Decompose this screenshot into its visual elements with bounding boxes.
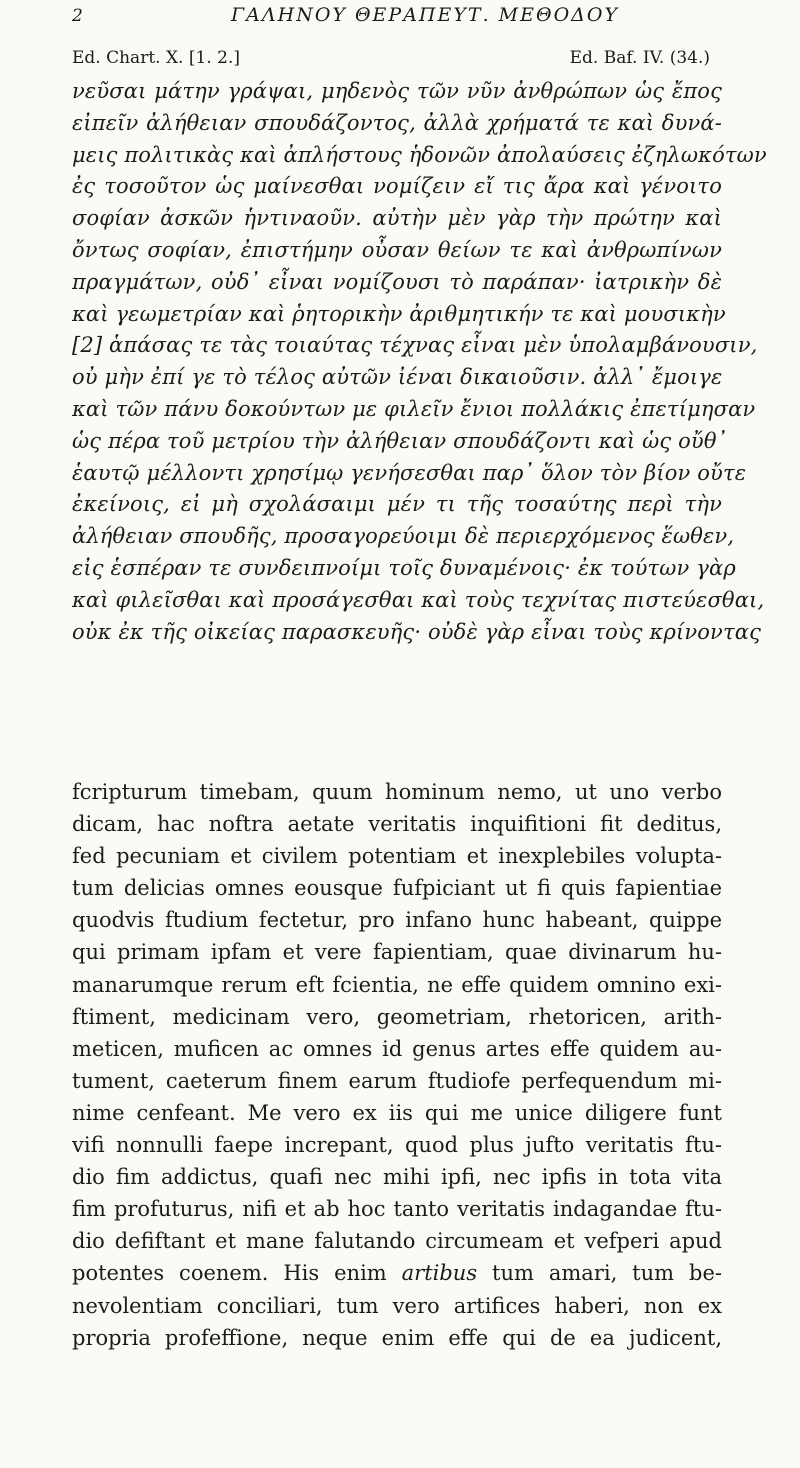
latin-line: qui primam ipfam et vere fapientiam, quae divinarum hu- — [72, 940, 722, 965]
latin-line: dio fim addictus, quafi nec mihi ipfi, nec ipfis in tota vita — [72, 1165, 722, 1190]
greek-line: καὶ φιλεῖσθαι καὶ προσάγεσθαι καὶ τοὺς τεχνίτας πιστεύεσθαι, — [72, 587, 765, 612]
greek-line: εἰπεῖν ἀλήθειαν σπουδάζοντος, ἀλλὰ χρήματά τε καὶ δυνά- — [72, 110, 722, 135]
greek-line: ἐς τοσοῦτον ὡς μαίνεσθαι νομίζειν εἴ τις ἄρα καὶ γένοιτο — [72, 174, 722, 199]
greek-line: ἐκείνοις, εἰ μὴ σχολάσαιμι μέν τι τῆς τοσαύτης περὶ τὴν — [72, 492, 722, 517]
latin-line: meticen, muficen ac omnes id genus artes effe quidem au- — [72, 1036, 722, 1061]
latin-line: vifi nonnulli faepe increpant, quod plus jufto veritatis ftu- — [72, 1133, 722, 1158]
latin-line: fed pecuniam et civilem potentiam et inexplebiles volupta- — [72, 844, 722, 869]
greek-line: ἑαυτῷ μέλλοντι χρησίμῳ γενήσεσθαι παρ᾽ ὅλον τὸν βίον οὔτε — [72, 460, 747, 485]
greek-line: μεις πολιτικὰς καὶ ἀπλήστους ἡδονῶν ἀπολαύσεις ἐζηλωκότων — [72, 142, 767, 167]
latin-line: tument, caeterum finem earum ftudiofe perfequendum mi- — [72, 1068, 722, 1093]
edition-reference-basel: Ed. Baf. IV. (34.) — [569, 48, 710, 68]
greek-line: ἀλήθειαν σπουδῆς, προσαγορεύοιμι δὲ περιερχόμενος ἕωθεν, — [72, 524, 735, 549]
latin-translation — [72, 776, 722, 1354]
latin-line: nevolentiam conciliari, tum vero artifices haberi, non ex — [72, 1293, 722, 1318]
greek-line: σοφίαν ἀσκῶν ἡντιναοῦν. αὐτὴν μὲν γὰρ τὴν πρώτην καὶ — [72, 206, 722, 231]
page-number: 2 — [72, 6, 83, 26]
latin-line: propria profeffione, neque enim effe qui de ea judicent, — [72, 1325, 722, 1350]
latin-line: quodvis ftudium fectetur, pro infano hunc habeant, quippe — [72, 908, 722, 933]
greek-line: οὐκ ἐκ τῆς οἰκείας παρασκευῆς· οὐδὲ γὰρ εἶναι τοὺς κρίνοντας — [72, 619, 761, 644]
latin-line: fcripturum timebam, quum hominum nemo, ut uno verbo — [72, 780, 722, 804]
latin-line: manarumque rerum eft fcientia, ne effe quidem omnino exi- — [72, 972, 722, 997]
greek-line: καὶ τῶν πάνυ δοκούντων με φιλεῖν ἔνιοι πολλάκις ἐπετίμησαν — [72, 396, 756, 421]
greek-line: οὐ μὴν ἐπί γε τὸ τέλος αὐτῶν ἰέναι δικαιοῦσιν. ἀλλ᾽ ἔμοιγε — [72, 365, 723, 390]
greek-line: καὶ γεωμετρίαν καὶ ῥητορικὴν ἀριθμητικήν τε καὶ μουσικὴν — [72, 301, 726, 326]
running-head: ΓΑΛΗΝΟΥ ΘΕΡΑΠΕΥΤ. ΜΕΘΟΔΟΥ — [231, 4, 619, 26]
latin-line-part: potentes coenem. His enim — [72, 1261, 387, 1286]
greek-line: [2] ἁπάσας τε τὰς τοιαύτας τέχνας εἶναι μὲν ὑπολαμβάνουσιν, — [72, 333, 758, 358]
greek-text — [72, 76, 767, 648]
latin-line: nime cenfeant. Me vero ex iis qui me unice diligere funt — [72, 1100, 722, 1125]
latin-line: dicam, hac noftra aetate veritatis inquifitioni fit deditus, — [72, 812, 722, 837]
latin-line: fim profuturus, nifi et ab hoc tanto veritatis indagandae ftu- — [72, 1197, 722, 1222]
greek-line: ὄντως σοφίαν, ἐπιστήμην οὖσαν θείων τε καὶ ἀνθρωπίνων — [72, 237, 722, 262]
latin-line: tum delicias omnes eousque fufpiciant ut fi quis fapientiae — [72, 876, 722, 901]
edition-reference-chartier: Ed. Chart. X. [1. 2.] — [72, 48, 240, 68]
greek-line: νεῦσαι μάτην γράψαι, μηδενὸς τῶν νῦν ἀνθρώπων ὡς ἔπος — [72, 79, 722, 103]
greek-line: εἰς ἑσπέραν τε συνδειπνοίμι τοῖς δυναμένοις· ἐκ τούτων γὰρ — [72, 555, 736, 580]
latin-line-part: tum amari, tum be- — [492, 1261, 722, 1286]
latin-italic-word: artibus — [401, 1261, 478, 1286]
latin-line: dio defiftant et mane falutando circumeam et vefperi apud — [72, 1229, 722, 1254]
greek-line: ὡς πέρα τοῦ μετρίου τὴν ἀλήθειαν σπουδάζοντι καὶ ὡς οὔθ᾽ — [72, 428, 728, 453]
latin-line-mixed — [72, 1257, 722, 1289]
greek-line: πραγμάτων, οὐδ᾽ εἶναι νομίζουσι τὸ παράπαν· ἰατρικὴν δὲ — [72, 269, 722, 294]
latin-line: ftiment, medicinam vero, geometriam, rhetoricen, arith- — [72, 1004, 722, 1029]
